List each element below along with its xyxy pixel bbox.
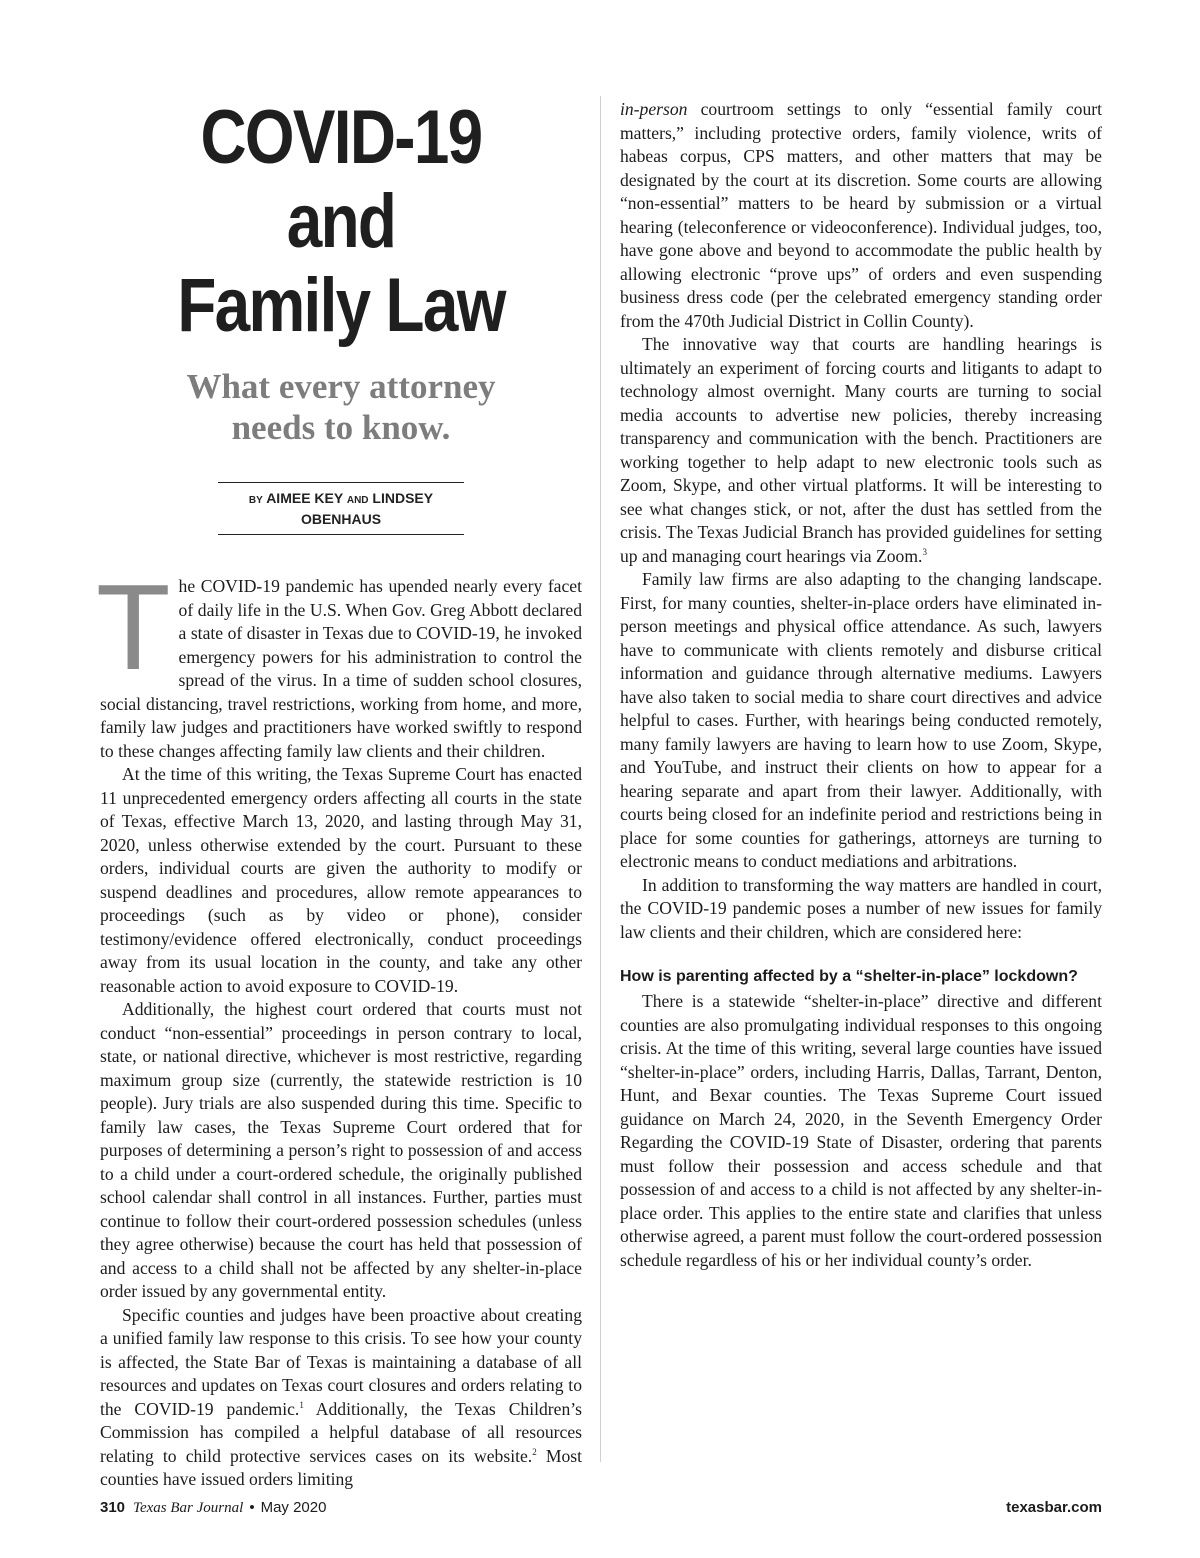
paragraph-text: Additionally, the Texas Children’s Commission has compiled a helpful database of all resources relating to child protective services cases on its website. [100, 1398, 583, 1466]
paragraph: Family law firms are also adapting to the changing landscape. First, for many counties, shelter-in-place orders have eliminated in-person meetings and physical office attendance. As such, lawyers have to communicate with clients remotely and disburse critical information and guidance through alternative mediums. Lawyers have also taken to social media to share court directives and advice helpful to cases. Further, with hearings being conducted remotely, many family lawyers are having to learn how to use Zoom, Skype, and YouTube, and instruct their clients on how to appear for a hearing separate and apart from their lawyer. Additionally, with courts being closed for an indefinite period and restrictions being in place for some counties for gatherings, attorneys are turning to electronic means to conduct mediations and arbitrations. [620, 569, 1102, 871]
page-footer [100, 1499, 1102, 1523]
subtitle-line-1: What every attorney [186, 367, 496, 406]
website-link[interactable]: texasbar.com [1006, 1499, 1102, 1516]
paragraph-intro [96, 559, 582, 763]
paragraph [620, 98, 1102, 333]
paragraph: At the time of this writing, the Texas Supreme Court has enacted 11 unprecedented emergency orders affecting all courts in the state of Texas, effective March 13, 2020, and lasting through May 31, 2020, unless otherwise extended by the court. Pursuant to these orders, individual courts are given the authority to modify or suspend deadlines and procedures, allow remote appearances to proceedings (such as by video or phone), consider testimony/evidence offered electronically, conduct proceedings away from its usual location in the county, and take any other reasonable action to avoid exposure to COVID-19. [100, 764, 582, 996]
paragraph [620, 333, 1102, 568]
issue-date: May 2020 [260, 1499, 327, 1516]
article-subtitle [100, 366, 582, 448]
byline-by: BY [248, 495, 263, 506]
footnote-marker-2: 2 [532, 1446, 537, 1457]
paragraph: Additionally, the highest court ordered that courts must not conduct “non-essential” proceedings in person contrary to local, state, or national directive, whichever is most restrictive, regarding maximum group size (currently, the statewide restriction is 10 people). Jury trials are also suspended during this time. Specific to family law cases, the Texas Supreme Court ordered that for purposes of determining a person’s right to possession of and access to a child under a court-ordered schedule, the originally published school calendar shall control in all instances. Further, parties must continue to follow their court-ordered possession schedules (unless they agree otherwise) because the court has held that possession of and access to a child shall not be affected by any shelter-in-place order issued by any governmental entity. [100, 999, 582, 1301]
right-body [620, 98, 1102, 1272]
byline-author-2: LINDSEY OBENHAUS [300, 490, 434, 527]
subtitle-line-2: needs to know. [231, 408, 451, 447]
footer-bullet: • [249, 1499, 255, 1516]
paragraph-text: courtroom settings to only “essential family court matters,” including protective orders, family violence, writs of habeas corpus, CPS matters, and other matters that may be designated by the court at its discretion. Some courts are allowing “non-essential” matters to be heard by submission or a virtual hearing (teleconference or videoconference). Individual judges, too, have gone above and beyond to accommodate the public health by allowing electronic “prove ups” of orders and even suspending business dress code (per the celebrated emergency standing order from the 470th Judicial District in Collin County). [620, 99, 1102, 331]
footnote-marker-1: 1 [299, 1399, 304, 1410]
footnote-marker-3: 3 [922, 546, 927, 557]
drop-cap: T [96, 559, 171, 695]
byline-author-1: AIMEE KEY [266, 490, 343, 506]
paragraph [100, 1304, 582, 1492]
page-number: 310 [100, 1499, 126, 1516]
article-title [139, 96, 544, 348]
paragraph: There is a statewide “shelter-in-place” directive and different counties are also promulgating individual responses to this ongoing crisis. At the time of this writing, several large counties have issued “shelter-in-place” orders, including Harris, Dallas, Tarrant, Denton, Hunt, and Bexar counties. The Texas Supreme Court issued guidance on March 24, 2020, in the Seventh Emergency Order Regarding the COVID-19 State of Disaster, ordering that parents must follow their possession and access schedule and that possession of and access to a child is not affected by any shelter-in-place order. This applies to the entire state and clarifies that unless otherwise agreed, a parent must follow the court-ordered possession schedule regardless of his or her individual county’s order. [620, 991, 1102, 1270]
title-line-1: COVID-19 and [200, 95, 482, 264]
paragraph: In addition to transforming the way matters are handled in court, the COVID-19 pandemic poses a number of new issues for family law clients and their children, which are considered here: [620, 874, 1102, 942]
section-heading: How is parenting affected by a “shelter-in-place” lockdown? [620, 968, 1078, 985]
column-divider [600, 96, 601, 1462]
paragraph-text: The innovative way that courts are handling hearings is ultimately an experiment of forcing courts and litigants to adapt to technology almost overnight. Many courts are turning to social media accounts to advertise new policies, thereby increasing transparency and communication with the bench. Practitioners are working together to help adapt to new electronic tools such as Zoom, Skype, and other virtual platforms. It will be interesting to see what changes stick, or not, after the dust has settled from the crisis. The Texas Judicial Branch has provided guidelines for setting up and managing court hearings via Zoom. [620, 334, 1102, 566]
paragraph-intro-text: he COVID-19 pandemic has upended nearly every facet of daily life in the U.S. When Gov. Greg Abbott declared a state of disaster in Texas due to COVID-19, he invoked emergency powers for his administration to control the spread of the virus. In a time of sudden school closures, social distancing, travel restrictions, working from home, and more, family law judges and practitioners have worked swiftly to respond to these changes affecting family law clients and their children. [100, 576, 582, 761]
byline [218, 482, 464, 535]
byline-and: AND [346, 495, 369, 506]
left-body [96, 559, 583, 1492]
title-line-2: Family Law [177, 263, 505, 348]
paragraph-text: Most counties have issued orders limiting [100, 1445, 582, 1489]
italic-text: in-person [620, 99, 688, 119]
left-column [96, 95, 583, 1492]
right-column [620, 98, 1102, 1272]
footer-left [100, 1499, 326, 1517]
publication-name: Texas Bar Journal [133, 1500, 244, 1516]
paragraph-text: Specific counties and judges have been proactive about creating a unified family law response to this crisis. To see how your county is affected, the State Bar of Texas is maintaining a database of all resources and updates on Texas court closures and orders relating to the COVID-19 pandemic. [100, 1304, 582, 1419]
